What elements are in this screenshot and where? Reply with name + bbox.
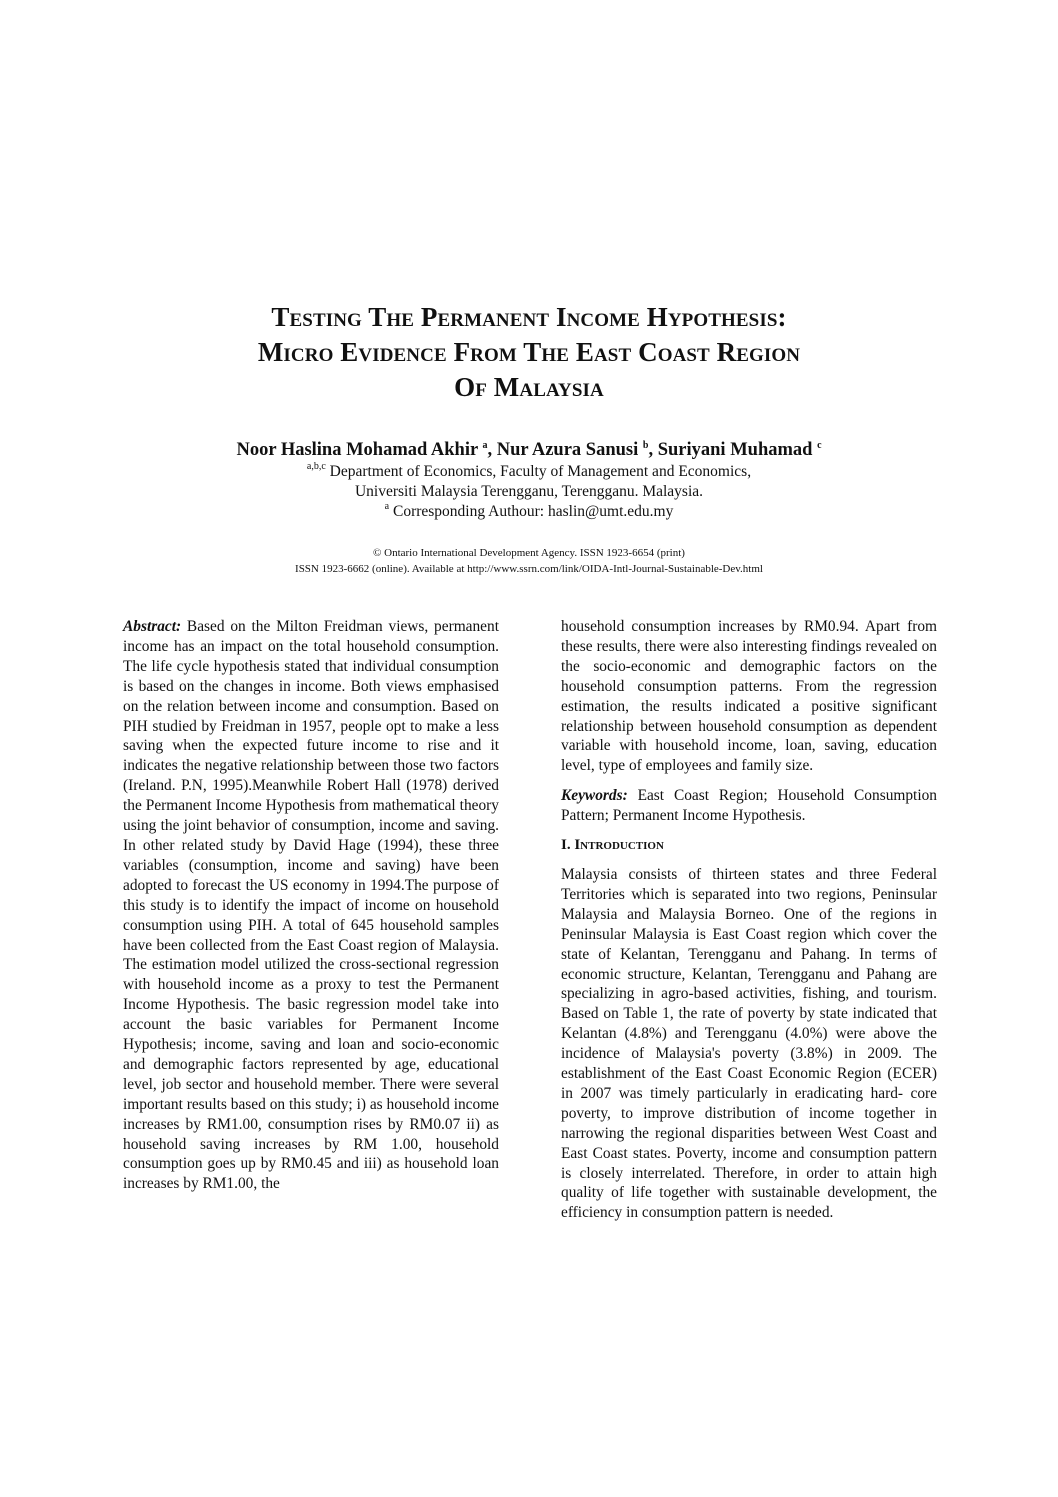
title-line-1: Testing The Permanent Income Hypothesis:: [271, 302, 787, 332]
abstract-continuation: household consumption increases by RM0.94. Apart from these results, there were also interesting findings revealed on the socio-economic and demographic factors on the household consumption patterns. From the regression estimation, the results indicated a positive significant relationship between household consumption as dependent variable with household income, loan, saving, education level, type of employees and family size.: [561, 618, 937, 775]
author-mark: a: [482, 440, 488, 451]
abstract-text: Based on the Milton Freidman views, permanent income has an impact on the total household consumption. The life cycle hypothesis stated that individual consumption is based on the changes in income. Both views emphasised on the relation between income and consumption. Based on PIH studied by Freidman in 1957, people opt to make a less saving when the expected future income to rise and it indicates the negative relationship between those two factors (Ireland. P.N, 1995).Meanwhile Robert Hall (1978) derived the Permanent Income Hypothesis from mathematical theory using the joint behavior of consumption, income and saving. In other related study by David Hage (1994), these three variables (consumption, income and saving) have been adopted to forecast the US economy in 1994.The purpose of this study is to identify the impact of income on household consumption using PIH. A total of 645 household samples have been collected from the East Coast region of Malaysia. The estimation model utilized the cross-sectional regression with household income as a proxy to test the Permanent Income Hypothesis. The basic regression model take into account the basic variables for Permanent Income Hypothesis; income, saving and loan and socio-economic and demographic factors represented by age, educational level, job sector and household member. There were several important results based on this study; i) as household income increases by RM1.00, consumption rises by RM0.07 ii) as household saving increases by RM 1.00, household consumption goes up by RM0.45 and iii) as household loan increases by RM1.00, the: [123, 618, 499, 1193]
author-separator: ,: [648, 440, 658, 460]
author-mark: c: [817, 440, 822, 451]
keywords-paragraph: [561, 786, 937, 826]
keywords-label: Keywords:: [561, 787, 628, 805]
affiliation: [120, 462, 938, 522]
title-line-3: Of Malaysia: [454, 372, 604, 402]
abstract-label: Abstract:: [123, 618, 182, 635]
introduction-paragraph: Malaysia consists of thirteen states and three Federal Territories which is separated into two regions, Peninsular Malaysia and Malaysia Borneo. One of the regions in Peninsular Malaysia is East Coast region which cover the state of Kelantan, Terengganu and Pahang. In terms of economic structure, Kelantan, Terengganu and Pahang are specializing in agro-based activities, fishing, and tourism. Based on Table 1, the rate of poverty by state indicated that Kelantan (4.8%) and Terengganu (4.0%) were above the incidence of Malaysia's poverty (3.8%) in 2009. The establishment of the East Coast Economic Region (ECER) in 2007 was timely particularly in eradicating hard- core poverty, to improve distribution of income together in narrowing the regional disparities between West Coast and East Coast states. Poverty, income and consumption pattern is closely interrelated. Therefore, in order to attain high quality of life together with sustainable development, the efficiency in consumption pattern is needed.: [561, 865, 937, 1222]
paper-title: [120, 300, 938, 405]
corresponding-author: [120, 502, 938, 522]
author-name: Noor Haslina Mohamad Akhir: [236, 440, 478, 460]
author-mark: b: [642, 440, 649, 451]
corresponding-email: Corresponding Authour: haslin@umt.edu.my: [389, 503, 674, 520]
affiliation-line-1: [120, 462, 938, 482]
section-heading-introduction: I. Introduction: [561, 837, 664, 854]
author-separator: ,: [487, 440, 497, 460]
author-name: Suriyani Muhamad: [657, 440, 813, 460]
abstract-paragraph: [123, 617, 499, 1194]
title-line-2: Micro Evidence From The East Coast Region: [257, 337, 801, 367]
issn-notice: [120, 545, 938, 577]
affiliation-department: Department of Economics, Faculty of Management and Economics,: [325, 463, 752, 480]
affiliation-marks: a,b,c: [306, 461, 326, 472]
keywords-text: East Coast Region; Household Consumption Pattern; Permanent Income Hypothesis.: [561, 787, 937, 825]
issn-line-2: ISSN 1923-6662 (online). Available at http://www.ssrn.com/link/OIDA-Intl-Journal-Sustainable-Dev.html: [295, 563, 763, 575]
issn-line-1: © Ontario International Development Agency. ISSN 1923-6654 (print): [373, 547, 685, 559]
author-list: [120, 439, 938, 461]
affiliation-line-2: Universiti Malaysia Terengganu, Terengganu. Malaysia.: [354, 483, 704, 500]
right-column: [561, 617, 937, 1223]
author-name: Nur Azura Sanusi: [496, 440, 639, 460]
corresponding-mark: a: [384, 501, 390, 512]
left-column: [123, 617, 499, 1194]
